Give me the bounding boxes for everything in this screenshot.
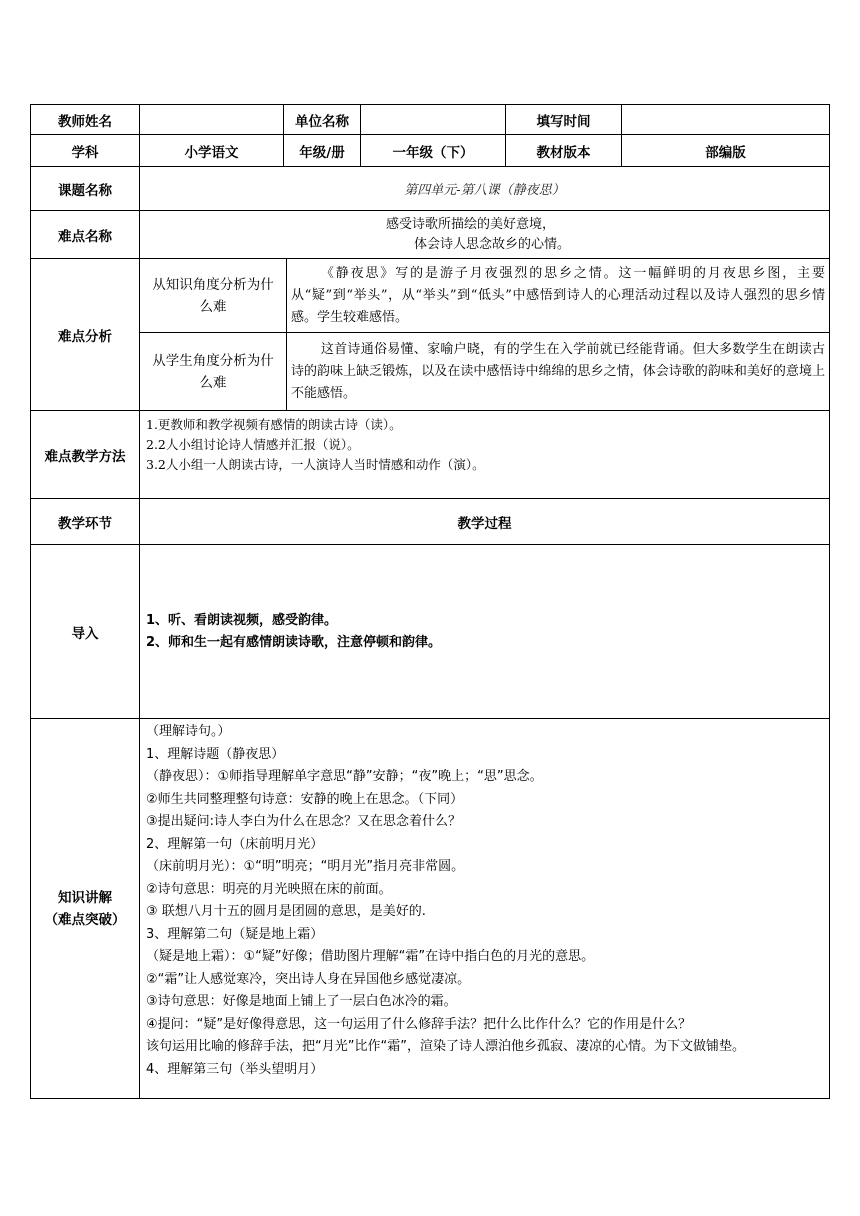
knowledge-line: ③诗句意思：好像是地面上铺上了一层白色冰冷的霜。	[146, 994, 457, 1009]
knowledge-line: 该句运用比喻的修辞手法，把“月光”比作“霜”，渲染了诗人漂泊他乡孤寂、凄凉的心情。为下文做铺垫。	[146, 1039, 745, 1054]
knowledge-label-line-2: （难点突破）	[44, 911, 126, 928]
teacher-name-value[interactable]	[140, 105, 284, 135]
intro-item: 1、听、看朗读视频，感受韵律。	[146, 612, 338, 628]
subject-value: 小学语文	[140, 135, 284, 167]
knowledge-line: 4、理解第三句（举头望明月）	[146, 1061, 324, 1077]
knowledge-line: （床前明月光）：①“明”明亮；“明月光”指月亮非常圆。	[146, 859, 465, 874]
unit-name-label: 单位名称	[284, 105, 361, 135]
knowledge-line: （静夜思）：①师指导理解单字意思“静”安静；“夜”晚上；“思”思念。	[146, 769, 543, 784]
lesson-plan-table-wrapper	[30, 104, 829, 1099]
student-angle-label: 从学生角度分析为什么难	[140, 333, 287, 411]
fill-time-value[interactable]	[622, 105, 830, 135]
teacher-name-label: 教师姓名	[31, 105, 140, 135]
intro-content	[140, 545, 830, 719]
knowledge-line: ②诗句意思：明亮的月光映照在床的前面。	[146, 881, 392, 897]
topic-label: 课题名称	[31, 167, 140, 211]
difficulty-row	[31, 211, 830, 259]
knowledge-line: （疑是地上霜）：①“疑”好像；借助图片理解“霜”在诗中指白色的月光的意思。	[146, 949, 595, 964]
knowledge-line: ③ 联想八月十五的圆月是团圆的意思，是美好的.	[146, 904, 426, 919]
analysis-row-knowledge	[31, 259, 830, 333]
difficulty-line-2: 体会诗人思念故乡的心情。	[414, 236, 571, 252]
method-item: 2.2人小组讨论诗人情感并汇报（说）。	[146, 437, 360, 452]
process-header-row	[31, 499, 830, 545]
knowledge-angle-label: 从知识角度分析为什么难	[140, 259, 287, 333]
student-angle-text: 这首诗通俗易懂、家喻户晓，有的学生在入学前就已经能背诵。但大多数学生在朗读古诗的韵味上缺乏锻炼，以及在读中感悟诗中绵绵的思乡之情，体会诗歌的韵味和美好的意境上不能感悟。	[287, 333, 830, 411]
method-item: 1.更教师和教学视频有感情的朗读古诗（读）。	[146, 417, 402, 432]
knowledge-label-line-1: 知识讲解	[58, 889, 112, 906]
edition-value: 部编版	[622, 135, 830, 167]
knowledge-line: 1、理解诗题（静夜思）	[146, 746, 285, 762]
difficulty-line-1: 感受诗歌所描绘的美好意境，	[386, 216, 556, 232]
methods-list	[140, 411, 830, 499]
lesson-plan-table	[30, 104, 830, 1099]
fill-time-label: 填写时间	[506, 105, 622, 135]
knowledge-line: 2、理解第一句（床前明月光）	[146, 836, 324, 852]
method-item: 3.2人小组一人朗读古诗，一人演诗人当时情感和动作（演）。	[146, 457, 485, 472]
edition-label: 教材版本	[506, 135, 622, 167]
knowledge-line: 3、理解第二句（疑是地上霜）	[146, 926, 324, 942]
methods-label: 难点教学方法	[31, 411, 140, 499]
difficulty-label: 难点名称	[31, 211, 140, 259]
subject-label: 学科	[31, 135, 140, 167]
grade-value: 一年级（下）	[361, 135, 506, 167]
unit-name-value[interactable]	[361, 105, 506, 135]
knowledge-line: ②“霜”让人感觉寒冷，突出诗人身在异国他乡感觉凄凉。	[146, 971, 471, 987]
intro-item: 2、师和生一起有感情朗读诗歌，注意停顿和韵律。	[146, 634, 442, 650]
knowledge-line: （理解诗句。）	[146, 724, 231, 739]
stage-header: 教学环节	[31, 499, 140, 545]
intro-label: 导入	[31, 545, 140, 719]
process-header: 教学过程	[140, 499, 830, 545]
header-row-2	[31, 135, 830, 167]
methods-row	[31, 411, 830, 499]
grade-label: 年级/册	[284, 135, 361, 167]
knowledge-line: ③提出疑问:诗人李白为什么在思念？又在思念着什么？	[146, 814, 462, 829]
knowledge-label	[31, 719, 140, 1099]
difficulty-value	[140, 211, 830, 259]
knowledge-line: ②师生共同整理整句诗意：安静的晚上在思念。（下同）	[146, 791, 464, 807]
knowledge-line: ④提问：“疑”是好像得意思，这一句运用了什么修辞手法？把什么比作什么？它的作用是什么？	[146, 1016, 692, 1032]
knowledge-content	[140, 719, 830, 1099]
knowledge-angle-text: 《静夜思》写的是游子月夜强烈的思乡之情。这一幅鲜明的月夜思乡图，主要从“疑”到“举头”，从“举头”到“低头”中感悟到诗人的心理活动过程以及诗人强烈的思乡情感。学生较难感悟。	[287, 259, 830, 333]
intro-row	[31, 545, 830, 719]
topic-value: 第四单元-第八课（静夜思）	[140, 167, 830, 211]
topic-row	[31, 167, 830, 211]
analysis-row-student	[31, 333, 830, 411]
header-row-1	[31, 105, 830, 135]
analysis-label: 难点分析	[31, 259, 140, 411]
knowledge-row	[31, 719, 830, 1099]
